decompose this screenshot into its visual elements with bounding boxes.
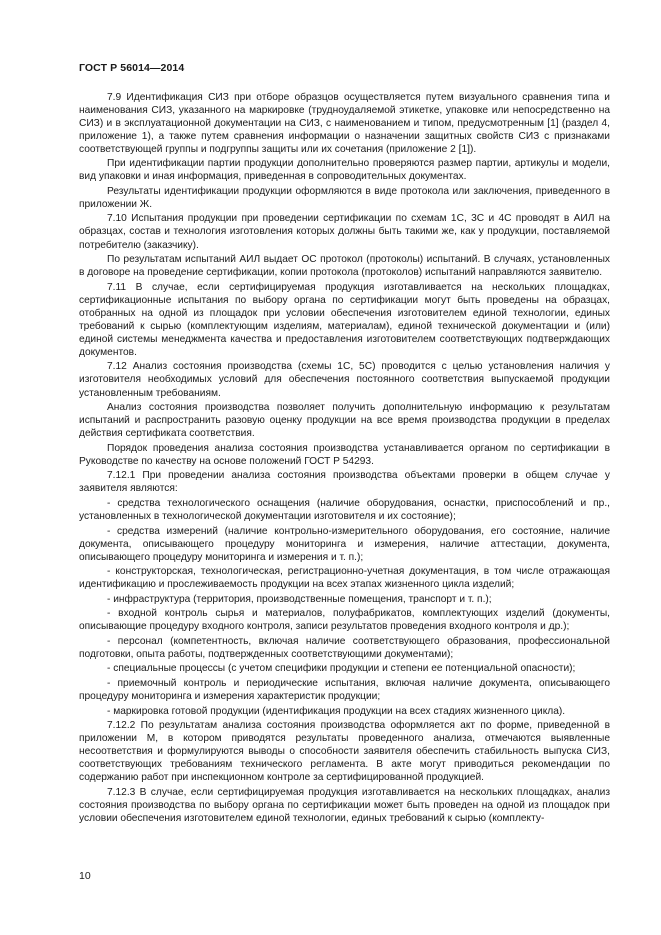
paragraph-7-12-2: 7.12.2 По результатам анализа состояния производства оформляется акт по форме, приведенной в приложении М, в котором приводятся результаты проведенного анализа, отмечаются выявленные несоответствия и формулируются выводы о способности заявителя обеспечить стабильность выпуска СИЗ, соответствующих требованиям технического регламента. В акте могут приводиться рекомендации по содержанию работ при инспекционном контроле за сертифицированной продукцией. — [79, 720, 610, 784]
list-item: - инфраструктура (территория, производственные помещения, транспорт и т. п.); — [107, 593, 492, 605]
document-body — [79, 89, 610, 825]
list-item: - приемочный контроль и периодические испытания, включая наличие документа, описывающего процедуру мониторинга и измерения характеристик продукции; — [79, 678, 610, 703]
list-item: - конструкторская, технологическая, регистрационно-учетная документация, в том числе отражающая идентификацию и прослеживаемость продукции на всех этапах жизненного цикла изделий; — [79, 566, 610, 591]
list-item: - средства измерений (наличие контрольно-измерительного оборудования, его состояние, наличие документа, описывающего процедуру мониторинга и измерения, наличие аттестации, документа, описывающего процедуру мониторинга и измерения и т. п.); — [79, 525, 610, 563]
paragraph-7-10: 7.10 Испытания продукции при проведении сертификации по схемам 1С, 3С и 4С проводят в АИЛ на образцах, состав и технология изготовления которых должны быть такими же, как у продукции, поставляемой потребителю (заказчику). — [79, 213, 610, 251]
paragraph: Порядок проведения анализа состояния производства устанавливается органом по сертификации в Руководстве по качеству на основе положений ГОСТ Р 54293. — [79, 442, 610, 467]
paragraph: Результаты идентификации продукции оформляются в виде протокола или заключения, приведенного в приложении Ж. — [79, 185, 610, 210]
list-item: - специальные процессы (с учетом специфики продукции и степени ее потенциальной опасности); — [107, 663, 576, 675]
list-item: - маркировка готовой продукции (идентификация продукции на всех стадиях жизненного цикла). — [107, 705, 566, 717]
page-number: 10 — [79, 870, 91, 882]
paragraph: Анализ состояния производства позволяет получить дополнительную информацию к результатам испытаний и распространить разовую оценку продукции на все время производства продукции в пределах действия сертификата соответствия. — [79, 402, 610, 440]
paragraph-7-9: 7.9 Идентификация СИЗ при отборе образцов осуществляется путем визуального сравнения типа и наименования СИЗ, указанного на маркировке (трудноудаляемой этикетке, упаковке или непосредственно на СИЗ) и в эксплуатационной документации на СИЗ, с наименованием и типом, предусмотренным [1] (раздел 4, приложение 1), а также путем сравнения информации о назначении защитных свойств СИЗ с признаками соответствующей группы и подгруппы защиты или их сочетания (приложение 2 [1]). — [79, 91, 610, 155]
paragraph: По результатам испытаний АИЛ выдает ОС протокол (протоколы) испытаний. В случаях, установленных в договоре на проведение сертификации, копии протокола (протоколов) испытаний направляются заявителю. — [79, 254, 610, 279]
paragraph-7-12: 7.12 Анализ состояния производства (схемы 1С, 5С) проводится с целью установления наличия у изготовителя необходимых условий для обеспечения постоянного соответствия выпускаемой продукции установленным требованиям. — [79, 361, 610, 399]
list-item: - входной контроль сырья и материалов, полуфабрикатов, комплектующих изделий (документы, описывающие процедуру входного контроля, записи результатов проведения входного контроля и др.); — [79, 608, 610, 633]
list-item: - персонал (компетентность, включая наличие соответствующего образования, профессиональной подготовки, опыта работы, подтвержденных соответствующими документами); — [79, 635, 610, 660]
paragraph-7-12-1: 7.12.1 При проведении анализа состояния производства объектами проверки в общем случае у заявителя являются: — [79, 470, 610, 495]
paragraph-7-12-3: 7.12.3 В случае, если сертифицируемая продукция изготавливается на нескольких площадках, анализ состояния производства по выбору органа по сертификации может быть проведен на одной из площадок при условии обеспечения изготовителем единой технологии, единых требований к сырью (комплекту- — [79, 786, 610, 824]
paragraph-7-11: 7.11 В случае, если сертифицируемая продукция изготавливается на нескольких площадках, сертификационные испытания по выбору органа по сертификации могут быть проведены на образцах, отобранных на одной из площадок при условии обеспечения изготовителем единой технологии, единых требований к сырью (комплектующим изделиям, материалам), единой технической документации и (или) единой системы менеджмента качества и предоставления изготовителем соответствующих подтверждающих документов. — [79, 281, 610, 358]
list-item: - средства технологического оснащения (наличие оборудования, оснастки, приспособлений и пр., установленных в технологической документации изготовителя и их состояние); — [79, 497, 610, 522]
document-code-header: ГОСТ Р 56014—2014 — [79, 62, 185, 74]
paragraph: При идентификации партии продукции дополнительно проверяются размер партии, артикулы и модели, вид упаковки и иная информация, приведенная в сопроводительных документах. — [79, 158, 610, 183]
